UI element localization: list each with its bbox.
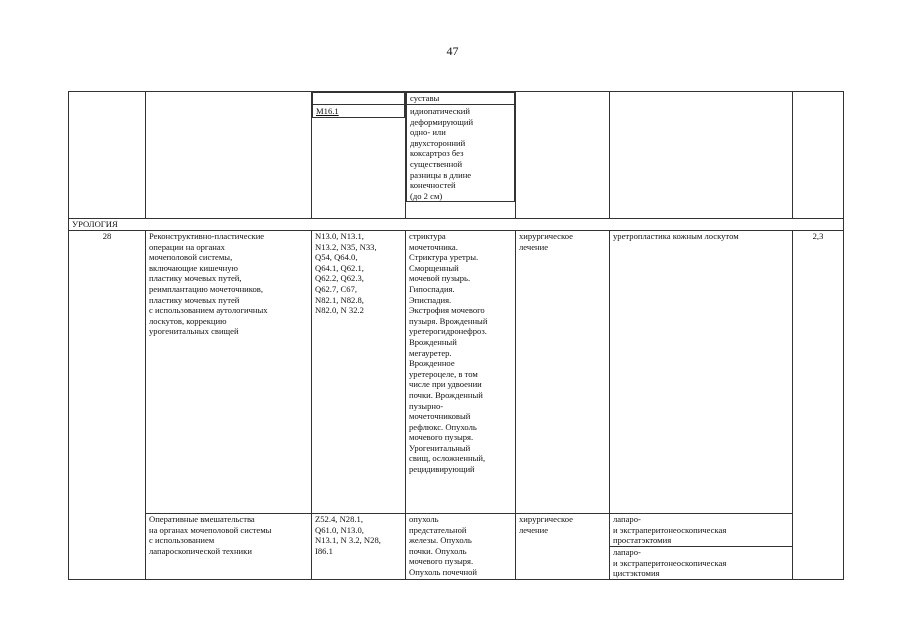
cell-name: Оперативные вмешательства на органах мочеполовой системы с использованием лапароскопической техники — [146, 514, 312, 580]
codes-split — [312, 92, 405, 118]
medical-care-table — [68, 91, 844, 580]
cell-method — [610, 92, 793, 219]
cell-method: уретропластика кожным лоскутом — [610, 231, 793, 514]
table-row-laparoscopic — [69, 514, 844, 547]
model-top-text: суставы — [407, 93, 515, 105]
table-row-28 — [69, 231, 844, 514]
cell-cost — [793, 92, 844, 219]
cell-model: опухоль предстательной железы. Опухоль почки. Опухоль мочевого пузыря. Опухоль почечной — [406, 514, 516, 580]
cell-treatment — [516, 92, 610, 219]
section-title: УРОЛОГИЯ — [69, 219, 844, 231]
section-row — [69, 219, 844, 231]
continuation-row — [69, 92, 844, 219]
cell-model — [406, 92, 516, 219]
cell-num: 28 — [69, 231, 146, 580]
cell-name: Реконструктивно-пластические операции на органах мочеполовой системы, включающие кишечную пластику мочевых путей, реимплантацию мочеточников, пластику мочевых путей с использованием аутологичных лоскутов, коррекцию урогенитальных свищей — [146, 231, 312, 514]
model-text: идиопатический деформирующий одно- или двухсторонний коксартроз без существенной разницы в длине конечностей (до 2 см) — [407, 105, 515, 202]
cell-cost: 2,3 — [793, 231, 844, 580]
cell-method-2: лапаро- и экстраперитонеоскопическая цистэктомия — [610, 547, 793, 580]
page-number: 47 — [446, 44, 459, 58]
cell-treatment: хирургическое лечение — [516, 514, 610, 580]
cell-name — [146, 92, 312, 219]
icd-code: M16.1 — [316, 106, 339, 116]
cell-codes — [312, 92, 406, 219]
cell-method-1: лапаро- и экстраперитонеоскопическая простатэктомия — [610, 514, 793, 547]
cell-model: стриктура мочеточника. Стриктура уретры. Сморщенный мочевой пузырь. Гипоспадия. Эписпадия. Экстрофия мочевого пузыря. Врожденный уретерогидронефроз. Врожденный мегауретер. Врожденное уретероцеле, в том числе при удвоении почки. Врожденный пузырно- мочеточниковый рефлюкс. Опухоль мочевого пузыря. Урогенитальный свищ, осложненный, рецидивирующий — [406, 231, 516, 514]
cell-num — [69, 92, 146, 219]
cell-codes: N13.0, N13.1, N13.2, N35, N33, Q54, Q64.0, Q64.1, Q62.1, Q62.2, Q62.3, Q62.7, C67, N82.1, N82.8, N82.0, N 32.2 — [312, 231, 406, 514]
model-split — [406, 92, 515, 202]
cell-treatment: хирургическое лечение — [516, 231, 610, 514]
cell-codes: Z52.4, N28.1, Q61.0, N13.0, N13.1, N 3.2, N28, I86.1 — [312, 514, 406, 580]
